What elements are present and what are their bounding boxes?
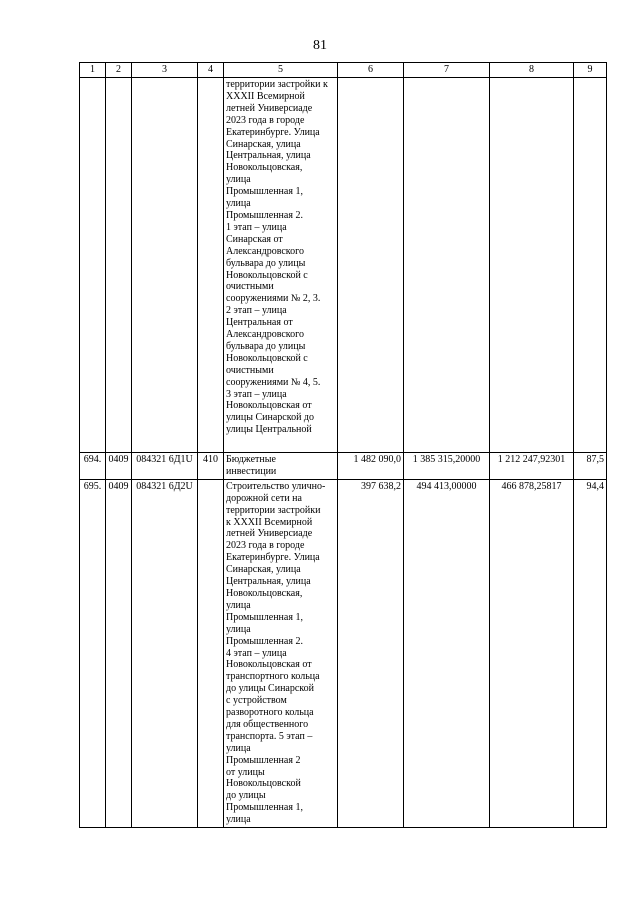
- executed-amount-cell: 1 212 247,92301: [490, 453, 574, 480]
- planned-amount-cell: 397 638,2: [338, 479, 404, 827]
- column-header: 8: [490, 63, 574, 78]
- table-row: [80, 479, 607, 827]
- execution-percent-cell: 87,5: [574, 453, 607, 480]
- expense-type-cell: 410: [198, 453, 224, 480]
- table-row: [80, 78, 607, 453]
- planned-amount-cell: [338, 78, 404, 453]
- description-cell: Строительство улично- дорожной сети на территории застройки к XXXII Всемирной летней Универсиаде 2023 года в городе Екатеринбурге. Улица Синарская, улица Центральная, улица Новокольцовская, улица Промышленная 1, улица Промышленная 2. 4 этап – улица Новокольцовская от транспортного кольца до улицы Синарской с устройством разворотного кольца для общественного транспорта. 5 этап – улица Промышленная 2 от улицы Новокольцовской до улицы Промышленная 1, улица: [224, 479, 338, 827]
- execution-percent-cell: [574, 78, 607, 453]
- executed-amount-cell: 466 878,25817: [490, 479, 574, 827]
- target-article-cell: 084321 6Д2U: [132, 479, 198, 827]
- column-header: 1: [80, 63, 106, 78]
- column-header: 2: [106, 63, 132, 78]
- target-article-cell: 084321 6Д1U: [132, 453, 198, 480]
- row-number-cell: 694.: [80, 453, 106, 480]
- description-cell: Бюджетные инвестиции: [224, 453, 338, 480]
- column-header: 9: [574, 63, 607, 78]
- column-header: 6: [338, 63, 404, 78]
- table-header-row: [80, 63, 607, 78]
- target-article-cell: [132, 78, 198, 453]
- column-header: 7: [404, 63, 490, 78]
- row-number-cell: 695.: [80, 479, 106, 827]
- column-header: 4: [198, 63, 224, 78]
- section-code-cell: 0409: [106, 479, 132, 827]
- row-number-cell: [80, 78, 106, 453]
- refined-amount-cell: [404, 78, 490, 453]
- refined-amount-cell: 494 413,00000: [404, 479, 490, 827]
- table-row: [80, 453, 607, 480]
- page-number: 81: [313, 38, 327, 53]
- column-header: 5: [224, 63, 338, 78]
- description-cell: территории застройки к XXXII Всемирной летней Универсиаде 2023 года в городе Екатеринбурге. Улица Синарская, улица Центральная, улица Новокольцовская, улица Промышленная 1, улица Промышленная 2. 1 этап – улица Синарская от Александровского бульвара до улицы Новокольцовской с очистными сооружениями № 2, 3. 2 этап – улица Центральная от Александровского бульвара до улицы Новокольцовской с очистными сооружениями № 4, 5. 3 этап – улица Новокольцовская от улицы Синарской до улицы Центральной: [224, 78, 338, 453]
- section-code-cell: 0409: [106, 453, 132, 480]
- execution-percent-cell: 94,4: [574, 479, 607, 827]
- planned-amount-cell: 1 482 090,0: [338, 453, 404, 480]
- budget-table: [79, 62, 607, 828]
- section-code-cell: [106, 78, 132, 453]
- expense-type-cell: [198, 479, 224, 827]
- expense-type-cell: [198, 78, 224, 453]
- executed-amount-cell: [490, 78, 574, 453]
- column-header: 3: [132, 63, 198, 78]
- refined-amount-cell: 1 385 315,20000: [404, 453, 490, 480]
